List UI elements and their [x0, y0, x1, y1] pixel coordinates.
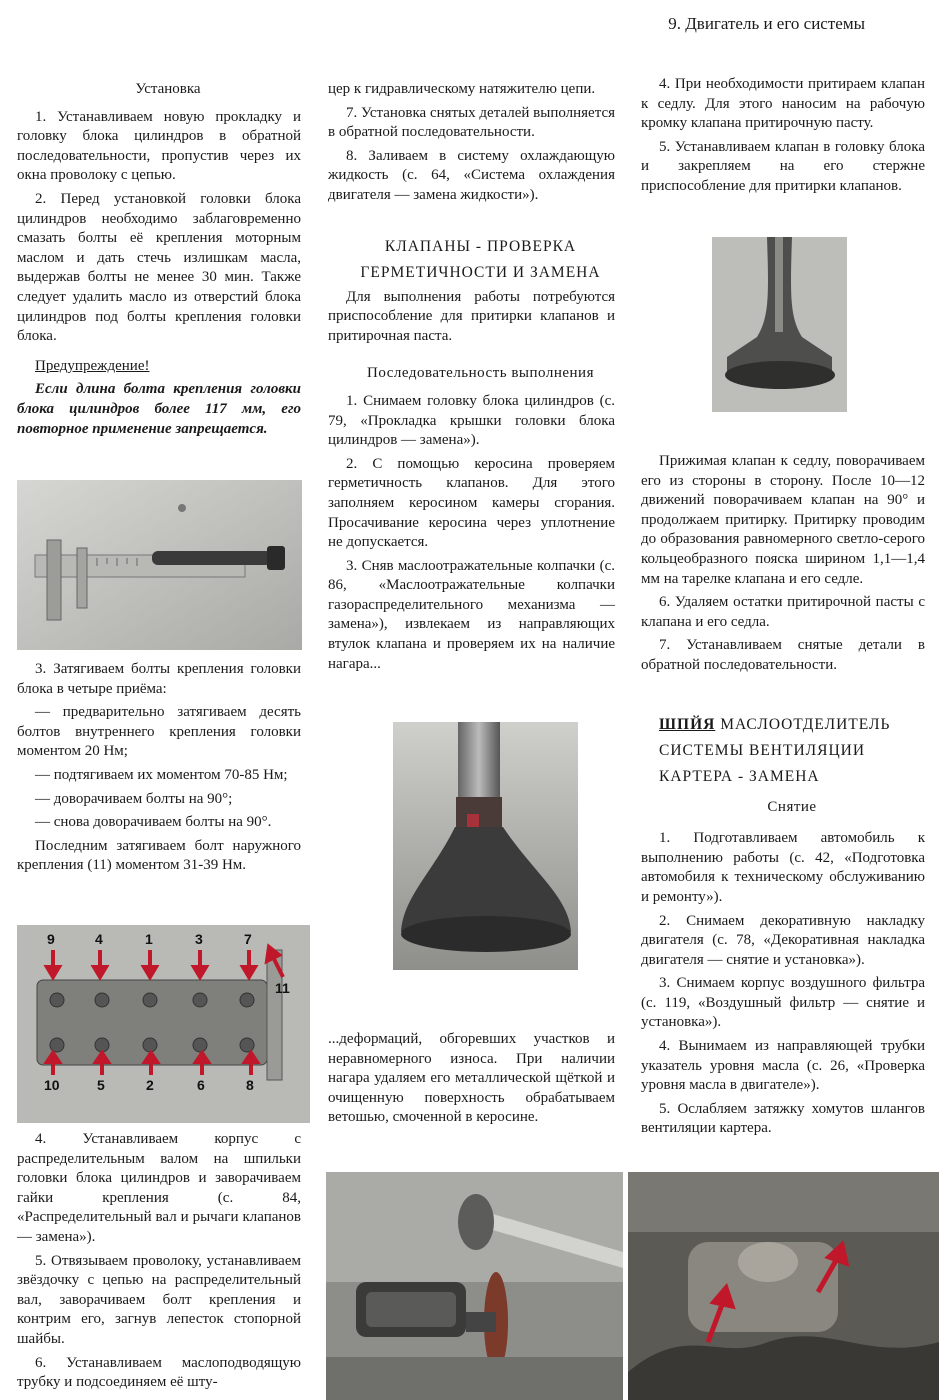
- paragraph: 3. Снимаем корпус воздушного фильтра (с. 119, «Воздушный фильтр — снятие и установка»).: [641, 975, 925, 1031]
- list-item: — предварительно затягиваем десять болтов внутреннего крепления головки моментом 20 Нм;: [17, 704, 301, 760]
- paragraph: 5. Ослабляем затяжку хомутов шлангов вентиляции картера.: [641, 1100, 925, 1137]
- list-item: — снова доворачиваем болты на 90°.: [35, 814, 272, 831]
- list-item: — подтягиваем их моментом 70-85 Нм;: [35, 766, 288, 783]
- paragraph: 2. Снимаем декоративную накладку двигателя (с. 78, «Декоративная накладка двигателя — снятие и установка»).: [641, 912, 925, 968]
- photo-caliper-bolt: [17, 480, 302, 650]
- paragraph: 7. Устанавливаем снятые детали в обратной последовательности.: [641, 637, 925, 673]
- subsection-title: Установка: [135, 81, 201, 97]
- column-2-continued: [328, 1030, 615, 1132]
- paragraph: 1. Подготавливаем автомобиль к выполнению работы (с. 42, «Подготовка автомобиля к техническому обслуживанию и ремонту»).: [641, 830, 925, 905]
- diagram-label: 5: [97, 1077, 105, 1093]
- paragraph: 3. Сняв маслоотражательные колпачки (с. 86, «Маслоотражательные колпачки газораспределительного механизма — замена»), извлекаем из направляющих втулок клапана и проверяем их на наличие нагара...: [328, 557, 615, 672]
- section-title: КЛАПАНЫ - ПРОВЕРКА: [384, 237, 577, 255]
- section-title: ГЕРМЕТИЧНОСТИ И ЗАМЕНА: [360, 263, 601, 281]
- photo-valve-carbon: [393, 722, 578, 970]
- paragraph: Последним затягиваем болт наружного крепления (11) моментом 31-39 Нм.: [17, 837, 301, 874]
- section-title: КАРТЕРА - ЗАМЕНА: [659, 767, 820, 785]
- paragraph: 4. Устанавливаем корпус с распределительным валом на шпильки головки блока цилиндров и заворачиваем гайки крепления (с. 84, «Распределительный вал и рычаги клапанов — замена»).: [17, 1131, 301, 1245]
- photo-valve-lapping: [712, 237, 847, 412]
- column-2: [328, 80, 615, 678]
- diagram-label: 3: [195, 931, 203, 947]
- photo-bolt-order-diagram: [17, 925, 310, 1123]
- warning-label: Предупреждение!: [35, 357, 150, 374]
- subsection-title: Последовательность выполнения: [367, 365, 594, 382]
- photo-engine-hoses: [628, 1172, 939, 1400]
- paragraph: 1. Устанавливаем новую прокладку и головку блока цилиндров в обратной последовательности, пропустив через их окна проволоку с цепью.: [17, 108, 301, 184]
- paragraph: 4. При необходимости притираем клапан к седлу. Для этого наносим на рабочую кромку клапана притирочную пасту.: [641, 76, 925, 132]
- paragraph: 2. С помощью керосина проверяем герметичность клапанов. Для этого заполняем керосином камеры сгорания. Просачивание керосина через уплотнение не допускается.: [328, 455, 615, 551]
- running-header: 9. Двигатель и его системы: [668, 14, 865, 33]
- paragraph: 5. Устанавливаем клапан в головку блока и закрепляем на его стержне приспособление для притирки клапанов.: [641, 138, 925, 194]
- column-3: [641, 75, 925, 201]
- paragraph: ...деформаций, обгоревших участков и неравномерного износа. При наличии нагара удаляем его металлической щёткой и очищенную поверхность обрабатываем ветошью, смоченной в керосине.: [328, 1031, 615, 1126]
- column-1-bottom: [17, 1130, 301, 1397]
- column-3-continued: [641, 452, 925, 1143]
- paragraph: 6. Устанавливаем маслоподводящую трубку и подсоединяем её шту-: [17, 1354, 301, 1391]
- diagram-label: 8: [246, 1077, 254, 1093]
- paragraph: 7. Установка снятых деталей выполняется в обратной последовательности.: [328, 104, 616, 141]
- list-item: — доворачиваем болты на 90°;: [35, 790, 233, 807]
- diagram-label: 4: [95, 931, 103, 947]
- diagram-label: 10: [44, 1077, 60, 1093]
- warning-text: Если длина болта крепления головки блока цилиндров более 117 мм, его повторное применение запрещается.: [17, 381, 301, 437]
- paragraph: 8. Заливаем в систему охлаждающую жидкость (с. 64, «Система охлаждения двигателя — замена жидкости»).: [328, 147, 615, 203]
- diagram-label: 9: [47, 931, 55, 947]
- paragraph: 6. Удаляем остатки притирочной пасты с клапана и его седла.: [641, 594, 925, 630]
- section-title: СИСТЕМЫ ВЕНТИЛЯЦИИ: [659, 741, 866, 759]
- section-title: МАСЛООТДЕЛИТЕЛЬ: [720, 715, 891, 733]
- diagram-label: 6: [197, 1077, 205, 1093]
- column-1: [17, 80, 301, 443]
- paragraph: Прижимая клапан к седлу, поворачиваем его из стороны в сторону. После 10—12 движений поворачиваем клапан на 90° и продолжаем притирку. Притирку проводим до образования равномерного светло-серого кольцеобразного пояска ширином 1,1—1,4 мм на тарелке клапана и его седле.: [641, 453, 925, 587]
- section-marker: ШПЙЯ: [659, 715, 716, 733]
- subsection-title: Снятие: [767, 798, 817, 815]
- diagram-label: 7: [244, 931, 252, 947]
- paragraph: 4. Вынимаем из направляющей трубки указатель уровня масла (с. 26, «Проверка уровня масла в двигателе»).: [641, 1038, 925, 1094]
- diagram-label: 2: [146, 1077, 154, 1093]
- paragraph: 1. Снимаем головку блока цилиндров (с. 79, «Прокладка крышки головки блока цилиндров — замена»).: [328, 392, 615, 449]
- paragraph: 3. Затягиваем болты крепления головки блока в четыре приёма:: [17, 661, 301, 697]
- paragraph: Для выполнения работы потребуются приспособление для притирки клапанов и притирочная паста.: [328, 288, 615, 344]
- column-1-continued: [17, 660, 301, 880]
- paragraph: цер к гидравлическому натяжителю цепи.: [328, 81, 596, 97]
- paragraph: 2. Перед установкой головки блока цилиндров необходимо заблаговременно смазать болты её крепления моторным маслом и дать стечь излишкам масла, выдержав болты не менее 30 мин. Также следует удалить масло из отверстий блока цилиндров под болты крепления головки блока.: [17, 190, 301, 345]
- photo-wire-brush-drill: [326, 1172, 623, 1400]
- paragraph: 5. Отвязываем проволоку, устанавливаем звёздочку с цепью на распределительный вал, заворачиваем болт крепления и контрим его, загнув лепесток стопорной шайбы.: [17, 1252, 301, 1347]
- diagram-label: 1: [145, 931, 153, 947]
- diagram-label: 11: [275, 980, 290, 996]
